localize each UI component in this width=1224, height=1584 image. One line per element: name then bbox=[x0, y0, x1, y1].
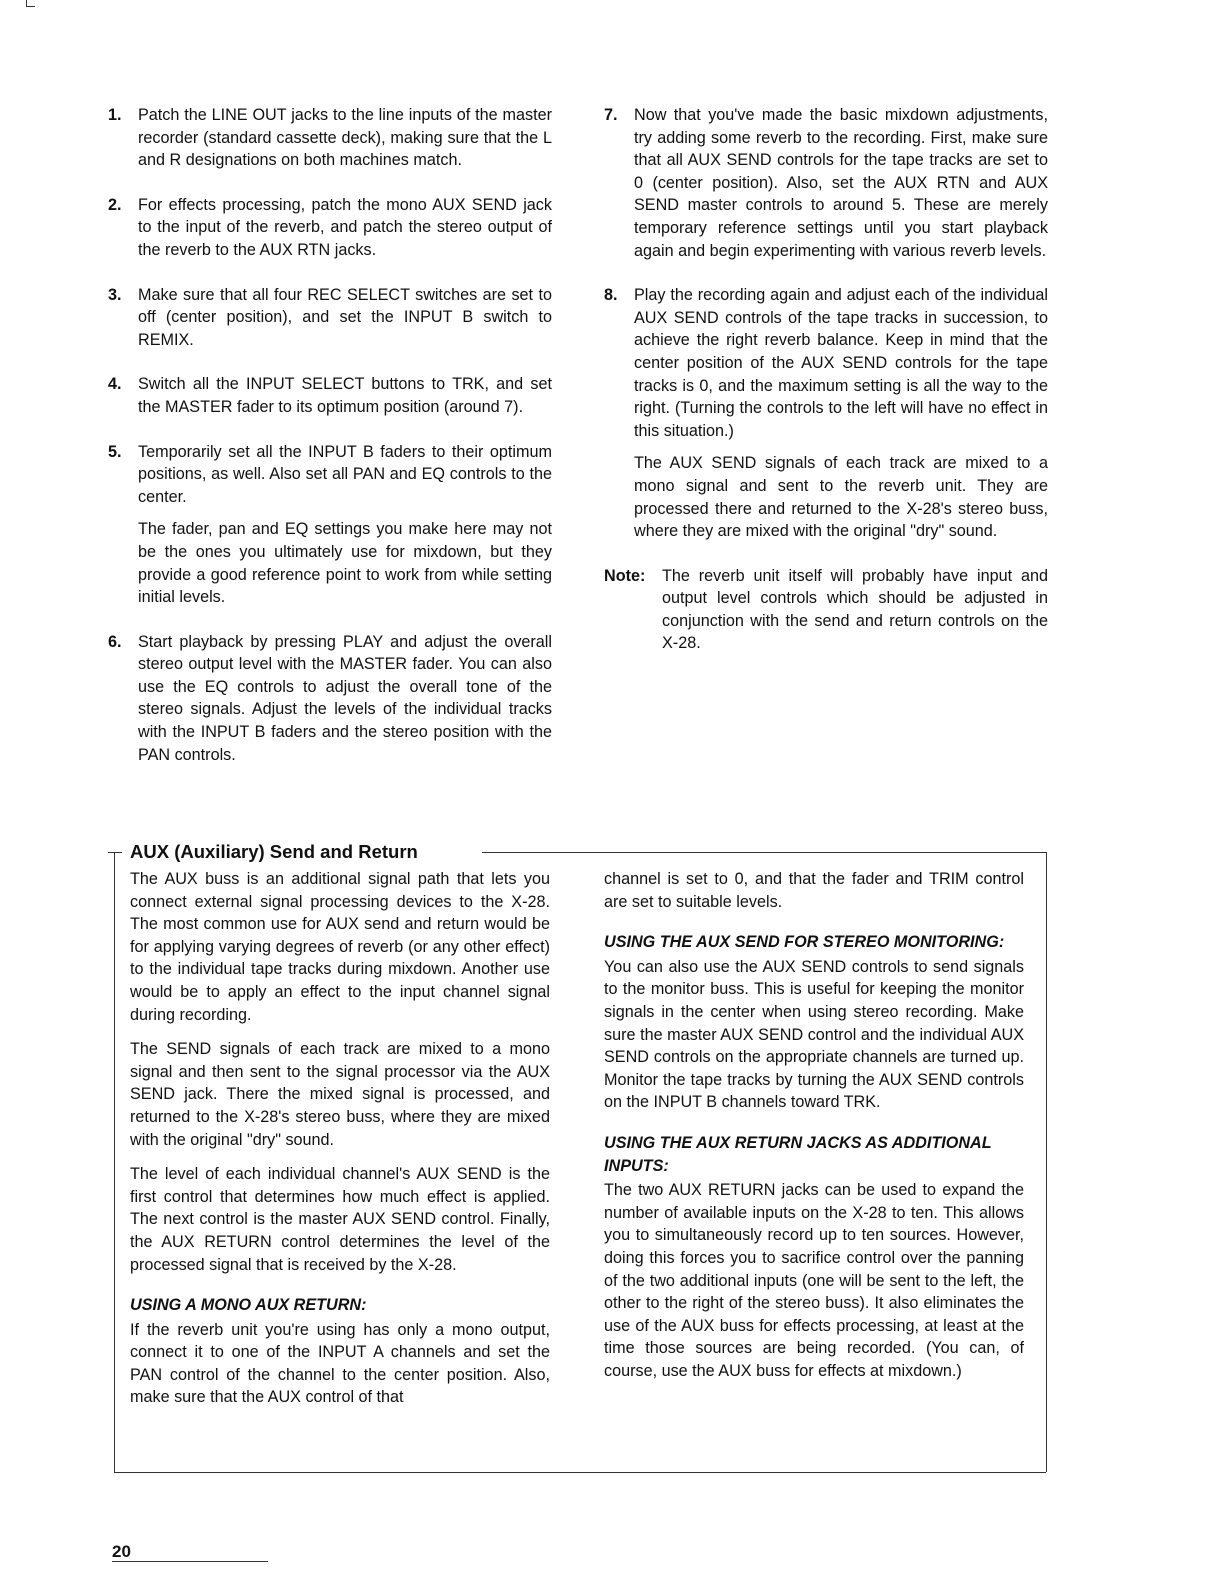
step-text: Patch the LINE OUT jacks to the line inputs of the master recorder (standard cassette deck), making sure that the L and R designations on both machines match. bbox=[138, 106, 552, 170]
aux-box-title: AUX (Auxiliary) Send and Return bbox=[130, 841, 422, 863]
step-number: 7. bbox=[604, 106, 618, 124]
box-border-tick bbox=[108, 852, 122, 853]
step-text: The fader, pan and EQ settings you make here may not be the ones you ultimately use for mixdown, but they provide a good reference point to work from while setting initial levels. bbox=[138, 520, 552, 607]
step-text: Temporarily set all the INPUT B faders to their optimum positions, as well. Also set all PAN and EQ controls to the center. bbox=[138, 442, 552, 506]
aux-paragraph: The AUX buss is an additional signal path that lets you connect external signal processing devices to the X-28. The most common use for AUX send and return would be for applying varying degrees of reverb (or any other effect) to the individual tape tracks during mixdown. Another use would be to apply an effect to the input channel signal during recording. bbox=[130, 870, 550, 1024]
step-text: The AUX SEND signals of each track are mixed to a mono signal and sent to the reverb unit. They are processed there and returned to the X-28's stereo buss, where they are mixed with the original "dry" sound. bbox=[634, 454, 1048, 541]
crop-mark bbox=[26, 0, 35, 7]
step-2 bbox=[108, 194, 552, 262]
mono-return-continued: channel is set to 0, and that the fader and TRIM control are set to suitable levels. bbox=[604, 870, 1024, 911]
step-5 bbox=[108, 441, 552, 609]
note-label: Note: bbox=[604, 566, 646, 585]
step-number: 1. bbox=[108, 106, 122, 124]
step-number: 8. bbox=[604, 286, 618, 305]
aux-box-left-column bbox=[130, 868, 550, 1421]
aux-paragraph: The SEND signals of each track are mixed to a mono signal and then sent to the signal processor via the AUX SEND jack. There the mixed signal is processed, and returned to the X-28's stereo buss, where they are mixed with the original "dry" sound. bbox=[130, 1040, 550, 1149]
return-inputs-heading: USING THE AUX RETURN JACKS AS ADDITIONAL INPUTS: bbox=[604, 1133, 992, 1175]
return-inputs-text: The two AUX RETURN jacks can be used to expand the number of available inputs on the X-28 to ten. This allows you to simultaneously record up to ten sources. However, doing this forces you to sacrifice control over the panning of the two additional inputs (one will be sent to the left, the other to the right of the stereo buss). It also eliminates the use of the AUX buss for effects processing, at least at the time those sources are being recorded. (You can, of course, use the AUX buss for effects at mixdown.) bbox=[604, 1181, 1024, 1380]
mono-return-heading: USING A MONO AUX RETURN: bbox=[130, 1296, 367, 1315]
note-text: The reverb unit itself will probably have input and output level controls which should be adjusted in conjunction with the send and return controls on the X-28. bbox=[662, 566, 1048, 653]
page-number-rule bbox=[112, 1561, 268, 1562]
step-text: Make sure that all four REC SELECT switches are set to off (center position), and set the INPUT B switch to REMIX. bbox=[138, 285, 552, 349]
step-text: Start playback by pressing PLAY and adjust the overall stereo output level with the MASTER fader. You can also use the EQ controls to adjust the overall tone of the stereo signals. Adjust the levels of the individual tracks with the INPUT B faders and the stereo position with the PAN controls. bbox=[138, 632, 552, 764]
aux-paragraph: The level of each individual channel's AUX SEND is the first control that determines how much effect is applied. The next control is the master AUX SEND control. Finally, the AUX RETURN control determines the level of the processed signal that is received by the X-28. bbox=[130, 1165, 550, 1274]
step-number: 6. bbox=[108, 632, 122, 651]
step-number: 2. bbox=[108, 195, 122, 214]
aux-box-right-column bbox=[604, 868, 1024, 1394]
step-1 bbox=[108, 104, 552, 172]
step-number: 4. bbox=[108, 375, 122, 394]
mono-return-text: If the reverb unit you're using has only a mono output, connect it to one of the INPUT A channels and set the PAN control of the channel to the center position. Also, make sure that the AUX control of that bbox=[130, 1320, 550, 1407]
step-text: Now that you've made the basic mixdown adjustments, try adding some reverb to the recording. First, make sure that all AUX SEND controls for the tape tracks are set to 0 (center position). Also, set the AUX RTN and AUX SEND master controls to around 5. These are merely temporary reference settings until you start playback again and begin experimenting with various reverb levels. bbox=[634, 106, 1048, 260]
step-number: 3. bbox=[108, 285, 122, 304]
note bbox=[604, 565, 1048, 655]
stereo-monitoring-heading: USING THE AUX SEND FOR STEREO MONITORING: bbox=[604, 933, 1005, 952]
step-text: Play the recording again and adjust each of the individual AUX SEND controls of the tape tracks in succession, to achieve the right reverb balance. Keep in mind that the center position of the AUX SEND controls for the tape tracks is 0, and the maximum setting is all the way to the right. (Turning the controls to the left will have no effect in this situation.) bbox=[634, 286, 1048, 440]
box-border-top bbox=[482, 852, 1047, 853]
step-text: Switch all the INPUT SELECT buttons to TRK, and set the MASTER fader to its optimum position (around 7). bbox=[138, 375, 552, 416]
step-3 bbox=[108, 284, 552, 352]
step-number: 5. bbox=[108, 442, 122, 461]
box-border-right bbox=[1046, 852, 1047, 1472]
step-text: For effects processing, patch the mono AUX SEND jack to the input of the reverb, and patch the stereo output of the reverb to the AUX RTN jacks. bbox=[138, 195, 552, 259]
step-6 bbox=[108, 631, 552, 767]
stereo-monitoring-text: You can also use the AUX SEND controls to send signals to the monitor buss. This is useful for keeping the monitor signals in the center when using stereo recording. Make sure the master AUX SEND control and the individual AUX SEND controls on the appropriate channels are turned up. Monitor the tape tracks by turning the AUX SEND controls on the INPUT B channels toward TRK. bbox=[604, 957, 1024, 1112]
step-4 bbox=[108, 373, 552, 418]
box-border-left bbox=[114, 852, 115, 1472]
step-8 bbox=[604, 284, 1048, 543]
page-number: 20 bbox=[112, 1542, 131, 1561]
box-border-bottom bbox=[114, 1472, 1046, 1473]
step-7 bbox=[604, 104, 1048, 262]
steps-left-column bbox=[108, 104, 552, 788]
steps-right-column bbox=[604, 104, 1048, 655]
